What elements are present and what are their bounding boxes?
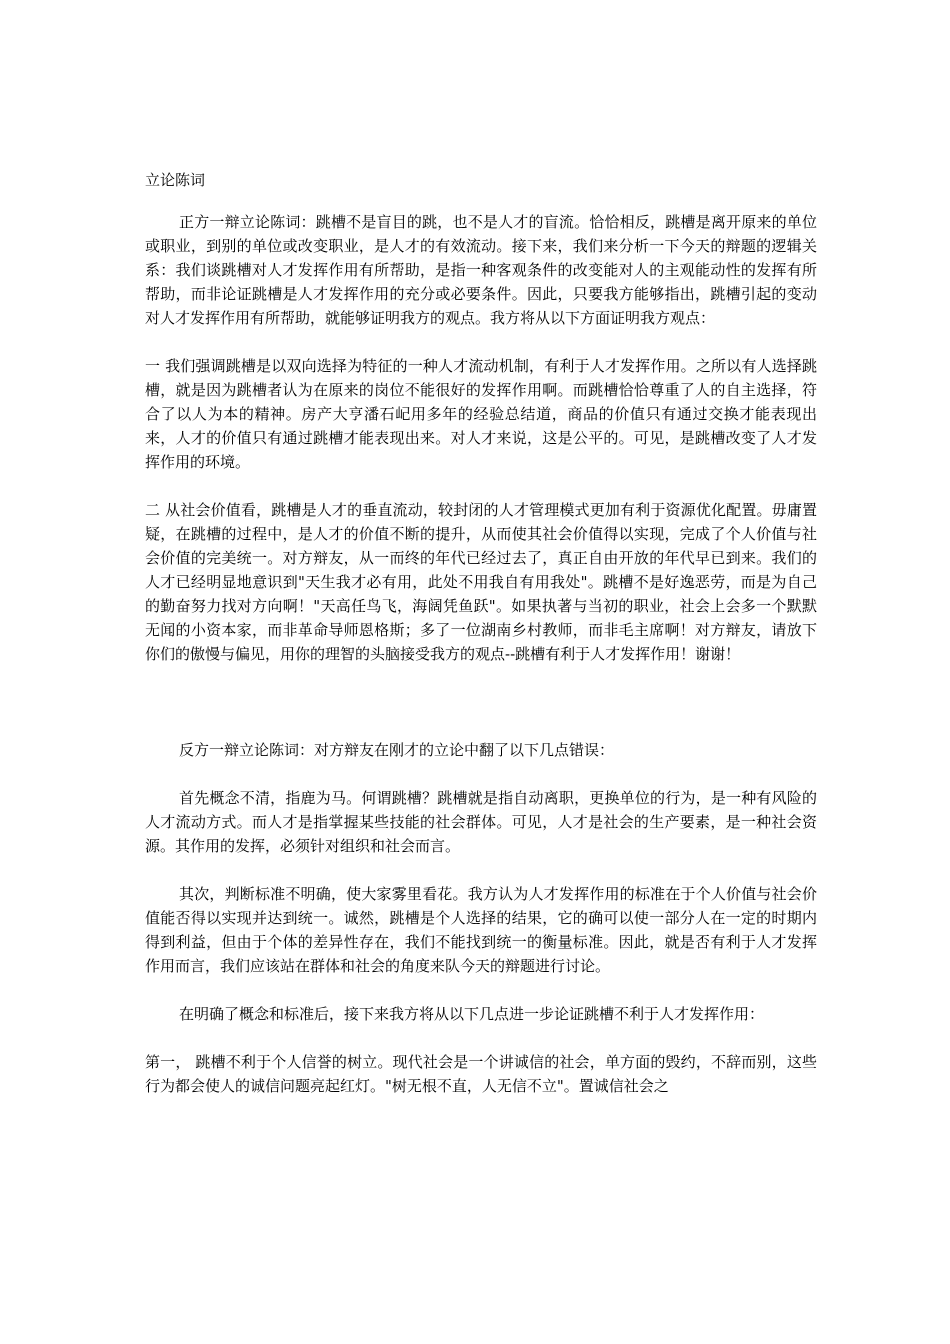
negative-transition-paragraph: 在明确了概念和标准后，接下来我方将从以下几点进一步论证跳槽不利于人才发挥作用：	[179, 1005, 765, 1023]
negative-opening-paragraph: 反方一辩立论陈词：对方辩友在刚才的立论中翻了以下几点错误：	[179, 741, 615, 759]
affirmative-point-two-paragraph: 二 从社会价值看，跳槽是人才的垂直流动，较封闭的人才管理模式更加有利于资源优化配置。毋庸置疑，在跳槽的过程中，是人才的价值不断的提升，从而使其社会价值得以实现，完成了个人价值与社会价值的完美统一。对方辩友，从一而终的年代已经过去了，真正自由开放的年代早已到来。我们的人才已经明显地意识到"天生我才必有用，此处不用我自有用我处"。跳槽不是好逸恶劳，而是为自己的勤奋努力找对方向啊！"天高任鸟飞，海阔凭鱼跃"。如果执著与当初的职业，社会上会多一个默默无闻的小资本家，而非革命导师恩格斯；多了一位湖南乡村教师，而非毛主席啊！对方辩友，请放下你们的傲慢与偏见，用你的理智的头脑接受我方的观点--跳槽有利于人才发挥作用！谢谢！	[145, 501, 817, 663]
affirmative-point-one-paragraph: 一 我们强调跳槽是以双向选择为特征的一种人才流动机制，有利于人才发挥作用。之所以有人选择跳槽，就是因为跳槽者认为在原来的岗位不能很好的发挥作用啊。而跳槽恰恰尊重了人的自主选择，符合了以人为本的精神。房产大亨潘石屺用多年的经验总结道，商品的价值只有通过交换才能表现出来，人才的价值只有通过跳槽才能表现出来。对人才来说，这是公平的。可见，是跳槽改变了人才发挥作用的环境。	[145, 357, 817, 471]
affirmative-opening-paragraph: 正方一辩立论陈词：跳槽不是盲目的跳，也不是人才的盲流。恰恰相反，跳槽是离开原来的单位或职业，到别的单位或改变职业，是人才的有效流动。接下来，我们来分析一下今天的辩题的逻辑关系：我们谈跳槽对人才发挥作用有所帮助，是指一种客观条件的改变能对人的主观能动性的发挥有所帮助，而非论证跳槽是人才发挥作用的充分或必要条件。因此，只要我方能够指出，跳槽引起的变动对人才发挥作用有所帮助，就能够证明我方的观点。我方将从以下方面证明我方观点：	[145, 213, 817, 327]
document-title: 立论陈词	[145, 171, 206, 189]
negative-second-error-paragraph: 其次，判断标准不明确，使大家雾里看花。我方认为人才发挥作用的标准在于个人价值与社会价值能否得以实现并达到统一。诚然，跳槽是个人选择的结果，它的确可以使一部分人在一定的时期内得到利益，但由于个体的差异性存在，我们不能找到统一的衡量标准。因此，就是否有利于人才发挥作用而言，我们应该站在群体和社会的角度来队今天的辩题进行讨论。	[145, 885, 817, 975]
document-body	[145, 168, 817, 1098]
negative-point-one-paragraph: 第一， 跳槽不利于个人信誉的树立。现代社会是一个讲诚信的社会，单方面的毁约，不辞而别，这些行为都会使人的诚信问题亮起红灯。"树无根不直，人无信不立"。置诚信社会之	[145, 1053, 817, 1095]
negative-first-error-paragraph: 首先概念不清，指鹿为马。何谓跳槽？跳槽就是指自动离职，更换单位的行为，是一种有风险的人才流动方式。而人才是指掌握某些技能的社会群体。可见，人才是社会的生产要素，是一种社会资源。其作用的发挥，必须针对组织和社会而言。	[145, 789, 817, 855]
